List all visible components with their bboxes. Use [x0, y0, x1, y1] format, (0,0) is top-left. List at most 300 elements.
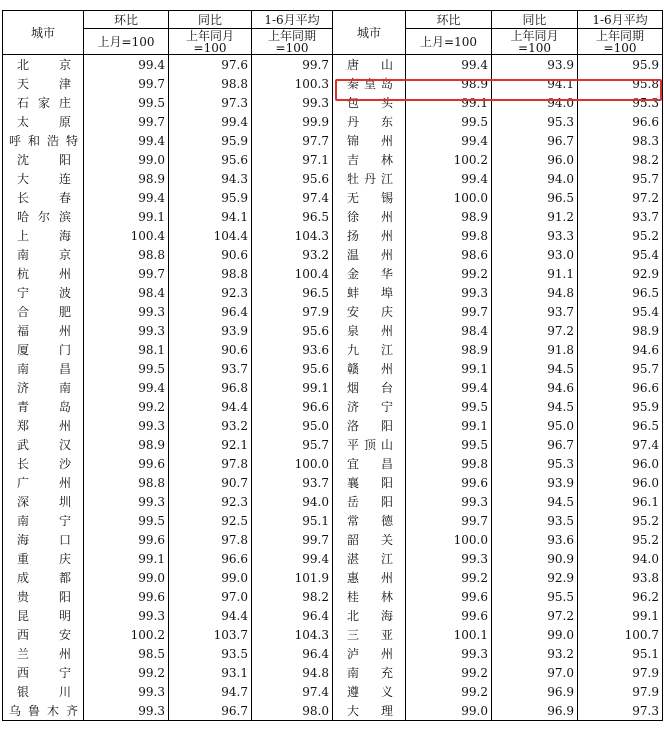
avg-cell: 104.3	[252, 226, 333, 245]
mom-cell-right: 100.0	[406, 188, 492, 207]
table-row	[3, 112, 663, 131]
mom-cell: 99.2	[84, 397, 169, 416]
yoy-cell-right: 90.9	[492, 549, 578, 568]
yoy-cell: 92.5	[169, 511, 252, 530]
city-cell-right: 无锡	[333, 188, 406, 207]
avg-cell-right: 98.9	[578, 321, 663, 340]
mom-cell-right: 99.0	[406, 701, 492, 721]
mom-base-label: 上月=100	[84, 29, 169, 55]
avg-cell-right: 96.2	[578, 587, 663, 606]
avg-cell: 96.4	[252, 606, 333, 625]
yoy-cell: 94.4	[169, 606, 252, 625]
mom-cell-right: 99.3	[406, 492, 492, 511]
city-cell: 南昌	[3, 359, 84, 378]
city-cell-right: 包头	[333, 93, 406, 112]
city-cell-right: 宜昌	[333, 454, 406, 473]
city-cell-right: 安庆	[333, 302, 406, 321]
table-row	[3, 701, 663, 721]
table-row	[3, 682, 663, 701]
table-row	[3, 302, 663, 321]
yoy-cell-right: 96.0	[492, 150, 578, 169]
mom-cell: 98.4	[84, 283, 169, 302]
avg-cell: 100.3	[252, 74, 333, 93]
yoy-cell: 103.7	[169, 625, 252, 644]
mom-cell: 99.3	[84, 321, 169, 340]
avg-cell-right: 99.1	[578, 606, 663, 625]
city-cell: 济南	[3, 378, 84, 397]
yoy-cell: 97.6	[169, 55, 252, 75]
yoy-cell-right: 93.9	[492, 473, 578, 492]
city-cell-right: 惠州	[333, 568, 406, 587]
table-body	[3, 55, 663, 721]
city-cell: 合肥	[3, 302, 84, 321]
city-cell: 贵阳	[3, 587, 84, 606]
yoy-base-line1: 上年同月	[185, 28, 234, 43]
city-cell: 乌鲁木齐	[3, 701, 84, 721]
city-cell: 福州	[3, 321, 84, 340]
avg-cell: 99.7	[252, 55, 333, 75]
city-cell-right: 唐山	[333, 55, 406, 75]
mom-cell-right: 99.1	[406, 416, 492, 435]
avg-base-line2-right: =100	[603, 40, 637, 55]
mom-cell: 98.1	[84, 340, 169, 359]
mom-cell-right: 99.3	[406, 549, 492, 568]
mom-cell-right: 99.7	[406, 302, 492, 321]
city-cell: 成都	[3, 568, 84, 587]
avg-cell: 104.3	[252, 625, 333, 644]
table-row	[3, 207, 663, 226]
table-row	[3, 530, 663, 549]
yoy-cell: 90.6	[169, 245, 252, 264]
yoy-cell: 98.8	[169, 74, 252, 93]
yoy-cell-right: 93.9	[492, 55, 578, 75]
city-cell-right: 平顶山	[333, 435, 406, 454]
table-row	[3, 226, 663, 245]
city-cell: 长沙	[3, 454, 84, 473]
table-row	[3, 169, 663, 188]
table-row	[3, 397, 663, 416]
city-cell: 上海	[3, 226, 84, 245]
avg-cell: 95.6	[252, 321, 333, 340]
mom-cell-right: 99.6	[406, 606, 492, 625]
table-row	[3, 644, 663, 663]
mom-cell: 99.4	[84, 131, 169, 150]
yoy-cell: 97.8	[169, 454, 252, 473]
city-cell-right: 九江	[333, 340, 406, 359]
mom-cell-right: 99.1	[406, 359, 492, 378]
city-cell-right: 济宁	[333, 397, 406, 416]
mom-cell: 99.3	[84, 606, 169, 625]
city-cell-right: 大理	[333, 701, 406, 721]
avg-cell: 97.7	[252, 131, 333, 150]
table-row	[3, 454, 663, 473]
avg-cell: 100.4	[252, 264, 333, 283]
avg-cell: 95.7	[252, 435, 333, 454]
mom-cell: 98.9	[84, 435, 169, 454]
table-row	[3, 150, 663, 169]
city-cell-right: 丹东	[333, 112, 406, 131]
table-row	[3, 283, 663, 302]
avg-base-label-right	[578, 29, 663, 55]
yoy-cell-right: 94.1	[492, 74, 578, 93]
yoy-cell: 94.1	[169, 207, 252, 226]
yoy-cell: 90.6	[169, 340, 252, 359]
table-row	[3, 549, 663, 568]
city-cell-right: 金华	[333, 264, 406, 283]
mom-column-header: 环比	[84, 11, 169, 29]
city-cell-right: 襄阳	[333, 473, 406, 492]
city-cell-right: 湛江	[333, 549, 406, 568]
yoy-cell-right: 94.5	[492, 359, 578, 378]
mom-cell: 99.1	[84, 549, 169, 568]
table-row	[3, 74, 663, 93]
city-cell: 天津	[3, 74, 84, 93]
mom-cell: 99.6	[84, 587, 169, 606]
mom-cell: 100.2	[84, 625, 169, 644]
avg-cell-right: 95.7	[578, 359, 663, 378]
price-index-table-container	[2, 10, 662, 721]
avg-cell: 97.9	[252, 302, 333, 321]
city-cell-right: 泉州	[333, 321, 406, 340]
yoy-cell-right: 93.0	[492, 245, 578, 264]
avg-cell-right: 93.8	[578, 568, 663, 587]
city-cell: 宁波	[3, 283, 84, 302]
yoy-cell-right: 97.0	[492, 663, 578, 682]
mom-cell: 99.7	[84, 112, 169, 131]
yoy-base-line1-right: 上年同月	[510, 28, 559, 43]
table-row	[3, 93, 663, 112]
avg-cell: 96.4	[252, 644, 333, 663]
city-cell: 青岛	[3, 397, 84, 416]
yoy-cell-right: 96.7	[492, 131, 578, 150]
table-row	[3, 492, 663, 511]
table-row	[3, 435, 663, 454]
mom-cell-right: 99.4	[406, 131, 492, 150]
city-cell: 哈尔滨	[3, 207, 84, 226]
avg-base-line1-right: 上年同期	[595, 28, 644, 43]
avg-cell-right: 96.0	[578, 473, 663, 492]
avg-cell: 99.4	[252, 549, 333, 568]
yoy-cell: 98.8	[169, 264, 252, 283]
city-cell: 太原	[3, 112, 84, 131]
table-row	[3, 511, 663, 530]
mom-cell: 99.5	[84, 93, 169, 112]
city-cell: 郑州	[3, 416, 84, 435]
city-cell: 昆明	[3, 606, 84, 625]
avg-cell: 93.6	[252, 340, 333, 359]
avg-cell-right: 96.5	[578, 416, 663, 435]
yoy-cell: 99.4	[169, 112, 252, 131]
yoy-cell-right: 96.5	[492, 188, 578, 207]
table-row	[3, 663, 663, 682]
city-column-header-right: 城市	[333, 11, 406, 55]
city-cell-right: 南充	[333, 663, 406, 682]
yoy-cell-right: 97.2	[492, 321, 578, 340]
yoy-cell-right: 96.9	[492, 682, 578, 701]
mom-cell: 99.5	[84, 511, 169, 530]
yoy-cell: 95.9	[169, 131, 252, 150]
yoy-cell-right: 95.3	[492, 454, 578, 473]
city-cell: 呼和浩特	[3, 131, 84, 150]
avg-cell: 93.7	[252, 473, 333, 492]
yoy-cell: 94.3	[169, 169, 252, 188]
city-cell: 厦门	[3, 340, 84, 359]
mom-cell: 98.8	[84, 245, 169, 264]
table-row	[3, 359, 663, 378]
avg-cell: 94.8	[252, 663, 333, 682]
city-cell-right: 岳阳	[333, 492, 406, 511]
mom-cell: 98.9	[84, 169, 169, 188]
city-cell: 北京	[3, 55, 84, 75]
city-cell: 海口	[3, 530, 84, 549]
avg-cell-right: 95.9	[578, 397, 663, 416]
mom-cell: 99.3	[84, 701, 169, 721]
yoy-cell-right: 99.0	[492, 625, 578, 644]
avg-cell-right: 95.2	[578, 511, 663, 530]
mom-cell-right: 98.4	[406, 321, 492, 340]
mom-base-label-right: 上月=100	[406, 29, 492, 55]
city-cell: 西宁	[3, 663, 84, 682]
yoy-cell: 93.2	[169, 416, 252, 435]
yoy-cell-right: 93.3	[492, 226, 578, 245]
mom-cell-right: 100.1	[406, 625, 492, 644]
avg-cell-right: 100.7	[578, 625, 663, 644]
mom-cell: 99.2	[84, 663, 169, 682]
table-row	[3, 321, 663, 340]
table-row	[3, 340, 663, 359]
yoy-cell: 96.6	[169, 549, 252, 568]
yoy-cell: 96.7	[169, 701, 252, 721]
yoy-cell: 95.6	[169, 150, 252, 169]
city-cell: 沈阳	[3, 150, 84, 169]
yoy-base-line2-right: =100	[518, 40, 551, 55]
mom-cell: 99.3	[84, 492, 169, 511]
yoy-cell-right: 91.2	[492, 207, 578, 226]
yoy-cell-right: 95.3	[492, 112, 578, 131]
mom-cell: 99.3	[84, 302, 169, 321]
table-row	[3, 568, 663, 587]
city-cell-right: 常德	[333, 511, 406, 530]
table-row	[3, 416, 663, 435]
city-cell: 武汉	[3, 435, 84, 454]
mom-cell: 99.4	[84, 188, 169, 207]
city-cell-right: 赣州	[333, 359, 406, 378]
avg-cell-right: 95.2	[578, 226, 663, 245]
yoy-base-label	[169, 29, 252, 55]
yoy-column-header: 同比	[169, 11, 252, 29]
avg-cell-right: 97.4	[578, 435, 663, 454]
table-row	[3, 55, 663, 75]
table-row	[3, 378, 663, 397]
city-cell: 大连	[3, 169, 84, 188]
mom-cell-right: 99.5	[406, 397, 492, 416]
yoy-base-line2: =100	[193, 40, 227, 55]
yoy-cell: 93.5	[169, 644, 252, 663]
avg-cell: 99.7	[252, 530, 333, 549]
yoy-cell-right: 91.1	[492, 264, 578, 283]
avg-cell: 99.3	[252, 93, 333, 112]
avg-cell: 97.1	[252, 150, 333, 169]
mom-cell: 99.0	[84, 150, 169, 169]
mom-cell: 99.4	[84, 378, 169, 397]
city-cell-right: 牡丹江	[333, 169, 406, 188]
mom-cell: 99.5	[84, 359, 169, 378]
city-cell: 石家庄	[3, 93, 84, 112]
yoy-cell: 96.8	[169, 378, 252, 397]
city-cell-right: 韶关	[333, 530, 406, 549]
avg-column-header-right: 1-6月平均	[578, 11, 663, 29]
yoy-cell: 97.0	[169, 587, 252, 606]
avg-cell-right: 96.6	[578, 112, 663, 131]
table-row	[3, 131, 663, 150]
yoy-cell-right: 97.2	[492, 606, 578, 625]
avg-cell: 99.1	[252, 378, 333, 397]
yoy-cell-right: 94.0	[492, 93, 578, 112]
city-cell-right: 蚌埠	[333, 283, 406, 302]
avg-cell-right: 98.3	[578, 131, 663, 150]
city-cell-right: 遵义	[333, 682, 406, 701]
yoy-cell-right: 94.6	[492, 378, 578, 397]
price-index-table	[2, 10, 663, 721]
mom-cell: 99.0	[84, 568, 169, 587]
mom-cell: 99.6	[84, 530, 169, 549]
mom-cell-right: 99.4	[406, 169, 492, 188]
avg-cell: 95.6	[252, 169, 333, 188]
mom-cell-right: 99.3	[406, 283, 492, 302]
table-row	[3, 264, 663, 283]
yoy-cell: 96.4	[169, 302, 252, 321]
yoy-cell-right: 93.2	[492, 644, 578, 663]
yoy-cell: 92.3	[169, 283, 252, 302]
avg-cell-right: 96.6	[578, 378, 663, 397]
city-cell: 兰州	[3, 644, 84, 663]
table-row	[3, 606, 663, 625]
mom-cell-right: 100.2	[406, 150, 492, 169]
mom-cell-right: 99.8	[406, 226, 492, 245]
yoy-cell-right: 94.0	[492, 169, 578, 188]
yoy-cell: 94.7	[169, 682, 252, 701]
avg-cell-right: 95.9	[578, 55, 663, 75]
city-cell-right: 烟台	[333, 378, 406, 397]
city-cell: 广州	[3, 473, 84, 492]
yoy-cell-right: 92.9	[492, 568, 578, 587]
city-cell-right: 吉林	[333, 150, 406, 169]
city-cell: 深圳	[3, 492, 84, 511]
mom-cell-right: 99.7	[406, 511, 492, 530]
table-row	[3, 473, 663, 492]
avg-cell-right: 95.2	[578, 530, 663, 549]
city-cell-right: 三亚	[333, 625, 406, 644]
yoy-cell: 97.3	[169, 93, 252, 112]
avg-cell: 98.0	[252, 701, 333, 721]
mom-cell-right: 99.2	[406, 568, 492, 587]
avg-cell: 101.9	[252, 568, 333, 587]
yoy-cell: 93.1	[169, 663, 252, 682]
mom-cell-right: 98.9	[406, 340, 492, 359]
city-cell-right: 锦州	[333, 131, 406, 150]
avg-cell-right: 94.0	[578, 549, 663, 568]
avg-cell-right: 95.8	[578, 74, 663, 93]
yoy-cell-right: 93.7	[492, 302, 578, 321]
avg-column-header: 1-6月平均	[252, 11, 333, 29]
avg-cell: 94.0	[252, 492, 333, 511]
yoy-cell-right: 93.6	[492, 530, 578, 549]
avg-cell-right: 95.7	[578, 169, 663, 188]
table-row	[3, 587, 663, 606]
mom-cell-right: 99.2	[406, 682, 492, 701]
mom-cell: 99.3	[84, 416, 169, 435]
avg-cell: 97.4	[252, 188, 333, 207]
avg-cell-right: 96.0	[578, 454, 663, 473]
yoy-cell-right: 94.5	[492, 492, 578, 511]
mom-cell-right: 100.0	[406, 530, 492, 549]
avg-base-line2: =100	[275, 40, 309, 55]
mom-cell-right: 99.5	[406, 435, 492, 454]
avg-cell-right: 95.3	[578, 93, 663, 112]
city-column-header: 城市	[3, 11, 84, 55]
city-cell-right: 温州	[333, 245, 406, 264]
avg-cell-right: 97.3	[578, 701, 663, 721]
yoy-cell: 95.9	[169, 188, 252, 207]
table-row	[3, 245, 663, 264]
city-cell-right: 北海	[333, 606, 406, 625]
city-cell-right: 桂林	[333, 587, 406, 606]
avg-cell-right: 95.4	[578, 245, 663, 264]
yoy-cell-right: 94.8	[492, 283, 578, 302]
avg-cell: 95.1	[252, 511, 333, 530]
mom-column-header-right: 环比	[406, 11, 492, 29]
city-cell-right: 洛阳	[333, 416, 406, 435]
yoy-cell-right: 95.5	[492, 587, 578, 606]
avg-cell: 96.6	[252, 397, 333, 416]
avg-cell-right: 92.9	[578, 264, 663, 283]
city-cell: 长春	[3, 188, 84, 207]
avg-cell-right: 93.7	[578, 207, 663, 226]
avg-cell-right: 95.4	[578, 302, 663, 321]
yoy-cell-right: 96.7	[492, 435, 578, 454]
city-cell-right: 扬州	[333, 226, 406, 245]
yoy-cell: 90.7	[169, 473, 252, 492]
yoy-cell-right: 95.0	[492, 416, 578, 435]
table-row	[3, 625, 663, 644]
mom-cell-right: 99.4	[406, 55, 492, 75]
avg-cell: 95.6	[252, 359, 333, 378]
mom-cell-right: 99.6	[406, 473, 492, 492]
mom-cell: 98.5	[84, 644, 169, 663]
mom-cell-right: 99.3	[406, 644, 492, 663]
mom-cell: 99.7	[84, 74, 169, 93]
mom-cell-right: 99.8	[406, 454, 492, 473]
mom-cell: 99.1	[84, 207, 169, 226]
avg-cell: 96.5	[252, 283, 333, 302]
city-cell-right: 泸州	[333, 644, 406, 663]
yoy-cell-right: 96.9	[492, 701, 578, 721]
yoy-cell: 92.3	[169, 492, 252, 511]
yoy-cell: 97.8	[169, 530, 252, 549]
avg-cell-right: 98.2	[578, 150, 663, 169]
avg-cell-right: 97.9	[578, 663, 663, 682]
city-cell-right: 徐州	[333, 207, 406, 226]
mom-cell: 99.6	[84, 454, 169, 473]
avg-cell-right: 95.1	[578, 644, 663, 663]
yoy-cell: 99.0	[169, 568, 252, 587]
mom-cell: 99.3	[84, 682, 169, 701]
yoy-column-header-right: 同比	[492, 11, 578, 29]
mom-cell: 98.8	[84, 473, 169, 492]
city-cell-right: 秦皇岛	[333, 74, 406, 93]
mom-cell-right: 99.5	[406, 112, 492, 131]
avg-base-line1: 上年同期	[267, 28, 316, 43]
